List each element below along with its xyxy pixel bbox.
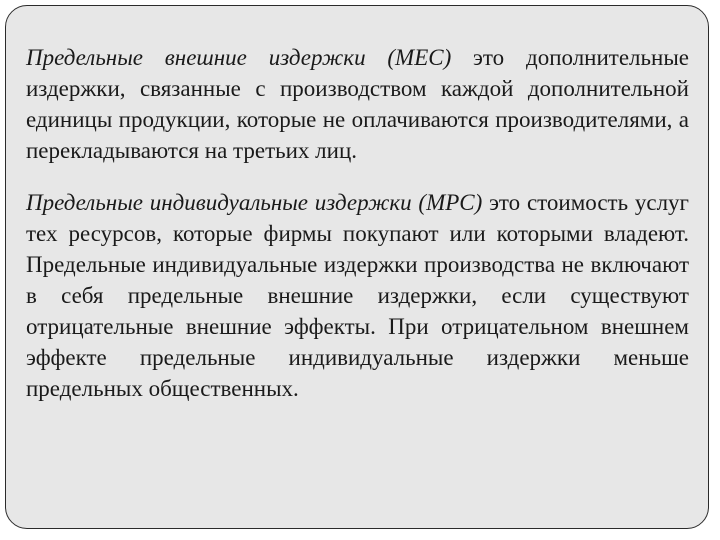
term-mpc: Предельные индивидуальные издержки (MPC) xyxy=(26,190,483,215)
definition-mpc: это стоимость услуг тех ресурсов, которые фирмы покупают или которыми владеют. Предельные индивидуальные издержки производства не включают в себя предельные внешние издержки, если существуют отрицательные внешние эффекты. При отрицательном внешнем эффекте предельные индивидуальные издержки меньше предельных общественных. xyxy=(26,190,689,401)
paragraph-mec xyxy=(26,42,689,166)
definition-mec: это дополнительные издержки, связанные с производством каждой дополнительной единицы продукции, которые не оплачиваются производителями, а перекладываются на третьих лиц. xyxy=(26,45,689,163)
term-mec: Предельные внешние издержки (MEC) xyxy=(26,45,452,70)
text-body xyxy=(26,42,689,404)
paragraph-mpc xyxy=(26,187,689,404)
